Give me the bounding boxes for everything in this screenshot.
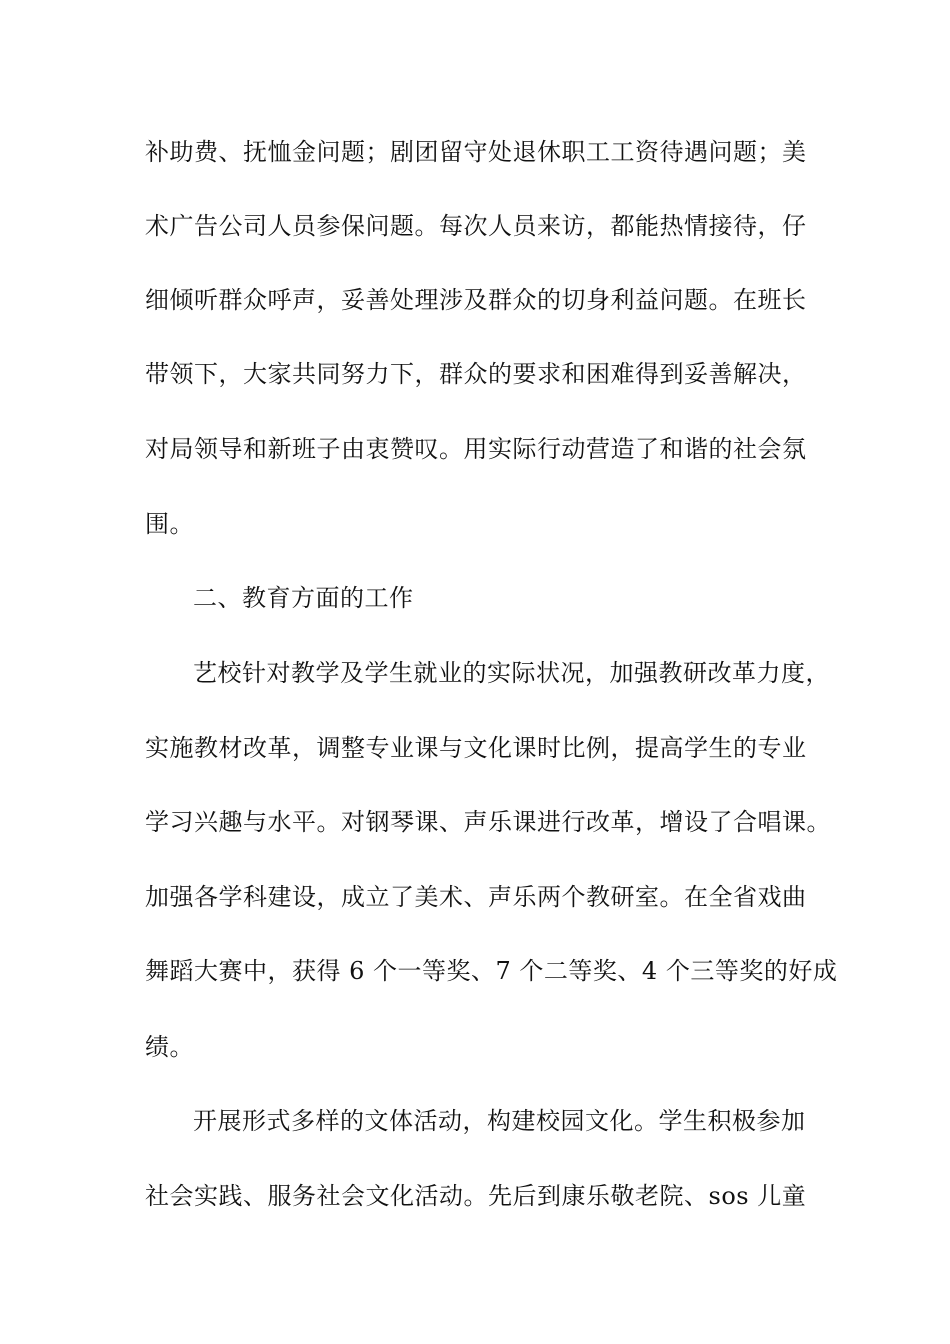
text-line: 学习兴趣与水平。对钢琴课、声乐课进行改革，增设了合唱课。	[145, 808, 831, 836]
text-line: 细倾听群众呼声，妥善处理涉及群众的切身利益问题。在班长	[145, 286, 807, 314]
text-line: 社会实践、服务社会文化活动。先后到康乐敬老院、sos 儿童	[145, 1182, 807, 1210]
text-line: 绩。	[145, 1033, 194, 1061]
text-line: 术广告公司人员参保问题。每次人员来访，都能热情接待，仔	[145, 212, 807, 240]
text-line: 开展形式多样的文体活动，构建校园文化。学生积极参加	[193, 1107, 806, 1135]
text-line: 补助费、抚恤金问题；剧团留守处退休职工工资待遇问题；美	[145, 138, 807, 166]
text-line: 加强各学科建设，成立了美术、声乐两个教研室。在全省戏曲	[145, 883, 807, 911]
text-line: 实施教材改革，调整专业课与文化课时比例，提高学生的专业	[145, 734, 807, 762]
text-line: 带领下，大家共同努力下，群众的要求和困难得到妥善解决，	[145, 360, 807, 388]
text-line: 围。	[145, 510, 194, 538]
section-heading: 二、教育方面的工作	[193, 584, 414, 612]
text-line: 艺校针对教学及学生就业的实际状况，加强教研改革力度，	[193, 659, 830, 687]
text-line: 舞蹈大赛中，获得 6 个一等奖、7 个二等奖、4 个三等奖的好成	[145, 957, 838, 985]
text-line: 对局领导和新班子由衷赞叹。用实际行动营造了和谐的社会氛	[145, 435, 807, 463]
